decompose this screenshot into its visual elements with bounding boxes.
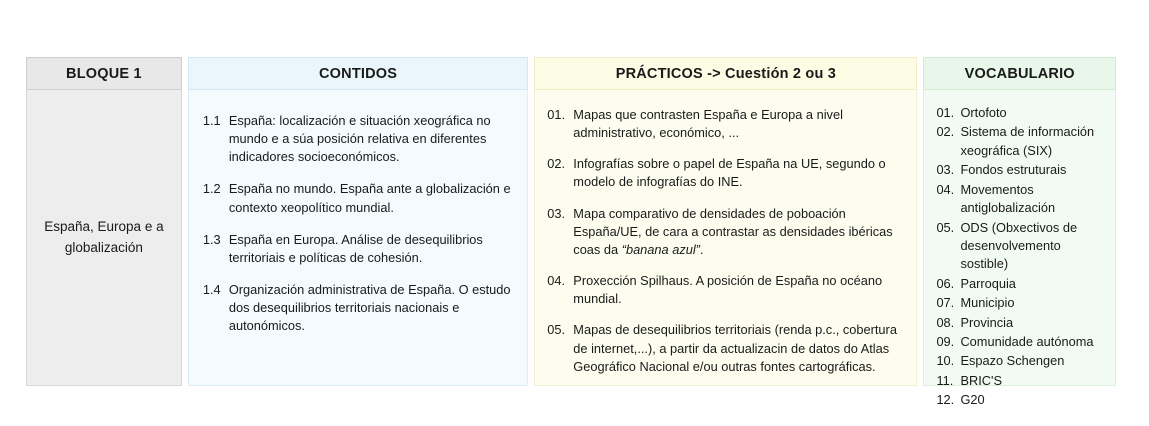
item-text: ODS (Obxectivos de desenvolvemento sostible) xyxy=(960,219,1078,272)
list-item xyxy=(936,391,1105,409)
item-number: 03. xyxy=(936,162,955,178)
item-text-italic: “banana azul” xyxy=(621,241,700,257)
column-body-contidos xyxy=(188,90,528,386)
item-number: 04. xyxy=(936,181,955,197)
column-header-vocabulario: VOCABULARIO xyxy=(923,57,1116,90)
item-number: 01. xyxy=(936,105,955,120)
item-number: 12. xyxy=(936,392,955,408)
column-header-practicos: PRÁCTICOS -> Cuestión 2 ou 3 xyxy=(534,57,917,90)
item-text: España no mundo. España ante a globalización e contexto xeopolítico mundial. xyxy=(228,181,511,215)
curriculum-table xyxy=(26,57,1116,408)
item-number: 05. xyxy=(936,219,955,235)
list-item xyxy=(936,275,1105,293)
item-text: España en Europa. Análise de desequilibrios territoriais e políticas de cohesión. xyxy=(228,231,483,265)
item-number: 04. xyxy=(547,273,566,289)
list-item xyxy=(203,281,511,335)
list-item xyxy=(936,333,1105,351)
column-header-bloque: BLOQUE 1 xyxy=(26,57,182,90)
list-item xyxy=(936,181,1105,218)
item-number: 1.3 xyxy=(202,231,221,247)
item-text: Parroquia xyxy=(960,275,1016,291)
list-item xyxy=(936,314,1105,332)
item-number: 08. xyxy=(936,314,955,330)
item-text: Provincia xyxy=(960,314,1014,330)
list-item xyxy=(547,272,902,308)
item-number: 01. xyxy=(547,107,566,122)
item-text: Fondos estruturais xyxy=(960,162,1067,178)
item-text: Organización administrativa de España. O estudo dos desequilibrios territoriais nacionais e autonómicos. xyxy=(228,282,511,334)
list-item xyxy=(547,155,902,191)
item-number: 1.1 xyxy=(202,113,221,128)
item-text: España: localización e situación xeográfica no mundo e a súa posición relativa en diferentes indicadores socioeconómicos. xyxy=(228,113,491,165)
item-text: Espazo Schengen xyxy=(960,353,1065,369)
list-item xyxy=(547,106,902,142)
column-bloque xyxy=(26,57,182,386)
item-number: 03. xyxy=(547,205,566,221)
item-text-tail: . xyxy=(699,241,704,257)
column-body-vocabulario xyxy=(923,90,1116,408)
bloque-title: España, Europa e a globalización xyxy=(44,219,164,255)
item-text: Movementos antiglobalización xyxy=(960,181,1056,216)
list-item xyxy=(203,180,511,216)
list-item xyxy=(936,219,1105,274)
item-number: 1.4 xyxy=(202,282,221,298)
item-text: Sistema de información xeográfica (SIX) xyxy=(960,124,1095,158)
item-number: 09. xyxy=(936,334,955,350)
item-text: Infografías sobre o papel de España na UE, segundo o modelo de infografías do INE. xyxy=(573,156,886,190)
item-number: 11. xyxy=(936,372,954,388)
list-item xyxy=(936,294,1105,312)
item-text: Municipio xyxy=(960,295,1015,311)
list-item xyxy=(203,112,511,166)
list-item xyxy=(547,321,902,375)
item-number: 10. xyxy=(936,353,955,369)
item-number: 02. xyxy=(936,124,955,140)
list-item xyxy=(936,104,1105,122)
item-text: Proxección Spilhaus. A posición de España no océano mundial. xyxy=(573,273,883,307)
item-text: Ortofoto xyxy=(960,105,1007,120)
item-text-main: Mapa comparativo de densidades de poboación España/UE, de cara a contrastar as densidades ibéricas coas da xyxy=(573,205,893,257)
column-contidos xyxy=(188,57,528,386)
item-number: 07. xyxy=(936,295,955,311)
column-body-practicos xyxy=(534,90,917,386)
column-vocabulario xyxy=(923,57,1116,408)
list-item xyxy=(936,352,1105,370)
item-number: 1.2 xyxy=(202,181,221,197)
item-text: Mapas de desequilibrios territoriais (renda p.c., cobertura de internet,...), a partir da actualizacin de datos do Atlas Geográfico Nacional e/ou outras fontes cartográficas. xyxy=(573,322,897,374)
item-text: Mapas que contrasten España e Europa a nivel administrativo, económico, ... xyxy=(573,107,843,141)
list-item xyxy=(936,372,1105,390)
item-text: Comunidade autónoma xyxy=(960,334,1094,350)
list-item xyxy=(936,123,1105,160)
list-item xyxy=(936,161,1105,179)
item-text xyxy=(573,205,902,259)
item-number: 02. xyxy=(547,156,566,172)
item-number: 06. xyxy=(936,275,955,291)
item-text: BRIC'S xyxy=(960,372,1002,388)
item-text: G20 xyxy=(960,392,985,408)
list-item xyxy=(203,231,511,267)
list-item xyxy=(547,205,902,259)
column-body-bloque xyxy=(26,90,182,386)
column-practicos xyxy=(534,57,917,386)
item-number: 05. xyxy=(547,322,566,338)
column-header-contidos: CONTIDOS xyxy=(188,57,528,90)
